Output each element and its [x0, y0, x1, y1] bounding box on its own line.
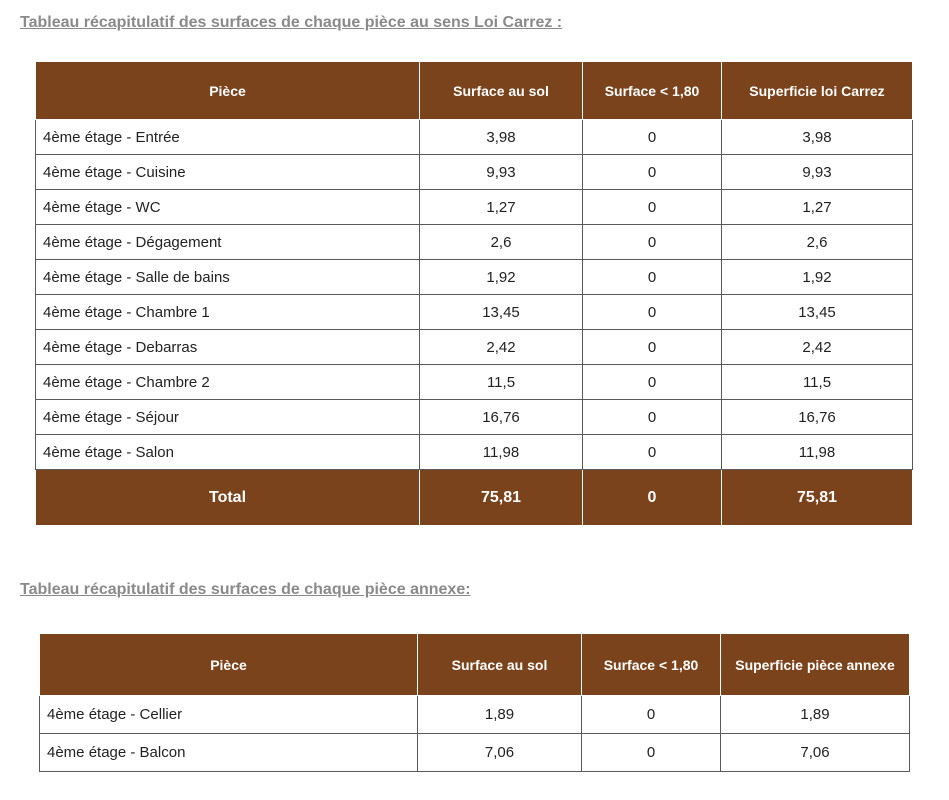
surface-under-180-value: 0 [583, 225, 722, 260]
superficie-carrez-value: 3,98 [722, 120, 913, 155]
surface-under-180-value: 0 [582, 734, 721, 772]
room-name: 4ème étage - Entrée [36, 120, 420, 155]
annexe-table-title: Tableau récapitulatif des surfaces de chaque pièce annexe: [20, 581, 471, 598]
superficie-carrez-value: 2,42 [722, 330, 913, 365]
column-header-piece: Pièce [36, 62, 420, 120]
surface-under-180-value: 0 [583, 155, 722, 190]
surface-sol-value: 11,5 [420, 365, 583, 400]
table-row [36, 365, 913, 400]
surface-under-180-value: 0 [583, 120, 722, 155]
superficie-annexe-value: 7,06 [721, 734, 910, 772]
total-surface-under-180: 0 [583, 470, 722, 526]
column-header-surface-sol: Surface au sol [418, 634, 582, 696]
superficie-carrez-value: 1,27 [722, 190, 913, 225]
surface-under-180-value: 0 [583, 330, 722, 365]
annexe-surface-table [39, 633, 910, 772]
surface-sol-value: 1,92 [420, 260, 583, 295]
surface-sol-value: 1,27 [420, 190, 583, 225]
surface-under-180-value: 0 [583, 365, 722, 400]
surface-under-180-value: 0 [583, 190, 722, 225]
superficie-carrez-value: 1,92 [722, 260, 913, 295]
superficie-carrez-value: 16,76 [722, 400, 913, 435]
table-row [36, 225, 913, 260]
surface-sol-value: 3,98 [420, 120, 583, 155]
surface-under-180-value: 0 [583, 260, 722, 295]
total-surface-sol: 75,81 [420, 470, 583, 526]
table-row [36, 435, 913, 470]
column-header-surface-180: Surface < 1,80 [582, 634, 721, 696]
table-row [36, 155, 913, 190]
superficie-carrez-value: 13,45 [722, 295, 913, 330]
surface-sol-value: 9,93 [420, 155, 583, 190]
surface-sol-value: 2,6 [420, 225, 583, 260]
carrez-header-row [36, 62, 913, 120]
superficie-carrez-value: 2,6 [722, 225, 913, 260]
superficie-carrez-value: 11,98 [722, 435, 913, 470]
surface-sol-value: 11,98 [420, 435, 583, 470]
carrez-table-title: Tableau récapitulatif des surfaces de chaque pièce au sens Loi Carrez : [20, 14, 563, 31]
room-name: 4ème étage - Dégagement [36, 225, 420, 260]
table-row [36, 295, 913, 330]
table-row [36, 330, 913, 365]
table-row [36, 120, 913, 155]
room-name: 4ème étage - WC [36, 190, 420, 225]
column-header-superficie-annexe: Superficie pièce annexe [721, 634, 910, 696]
surface-sol-value: 7,06 [418, 734, 582, 772]
table-row [36, 190, 913, 225]
room-name: 4ème étage - Balcon [40, 734, 418, 772]
column-header-surface-180: Surface < 1,80 [583, 62, 722, 120]
table-row [40, 696, 910, 734]
annexe-header-row [40, 634, 910, 696]
carrez-surface-table [35, 61, 913, 526]
surface-under-180-value: 0 [583, 435, 722, 470]
table-row [40, 734, 910, 772]
room-name: 4ème étage - Debarras [36, 330, 420, 365]
total-superficie-carrez: 75,81 [722, 470, 913, 526]
total-label: Total [36, 470, 420, 526]
superficie-carrez-value: 11,5 [722, 365, 913, 400]
room-name: 4ème étage - Cellier [40, 696, 418, 734]
table-row [36, 260, 913, 295]
surface-sol-value: 16,76 [420, 400, 583, 435]
column-header-superficie-carrez: Superficie loi Carrez [722, 62, 913, 120]
surface-under-180-value: 0 [583, 295, 722, 330]
room-name: 4ème étage - Salle de bains [36, 260, 420, 295]
table-row [36, 400, 913, 435]
surface-under-180-value: 0 [582, 696, 721, 734]
room-name: 4ème étage - Chambre 2 [36, 365, 420, 400]
surface-sol-value: 2,42 [420, 330, 583, 365]
surface-sol-value: 13,45 [420, 295, 583, 330]
superficie-annexe-value: 1,89 [721, 696, 910, 734]
column-header-piece: Pièce [40, 634, 418, 696]
column-header-surface-sol: Surface au sol [420, 62, 583, 120]
surface-under-180-value: 0 [583, 400, 722, 435]
room-name: 4ème étage - Chambre 1 [36, 295, 420, 330]
room-name: 4ème étage - Séjour [36, 400, 420, 435]
room-name: 4ème étage - Salon [36, 435, 420, 470]
room-name: 4ème étage - Cuisine [36, 155, 420, 190]
surface-sol-value: 1,89 [418, 696, 582, 734]
total-row [36, 470, 913, 526]
superficie-carrez-value: 9,93 [722, 155, 913, 190]
